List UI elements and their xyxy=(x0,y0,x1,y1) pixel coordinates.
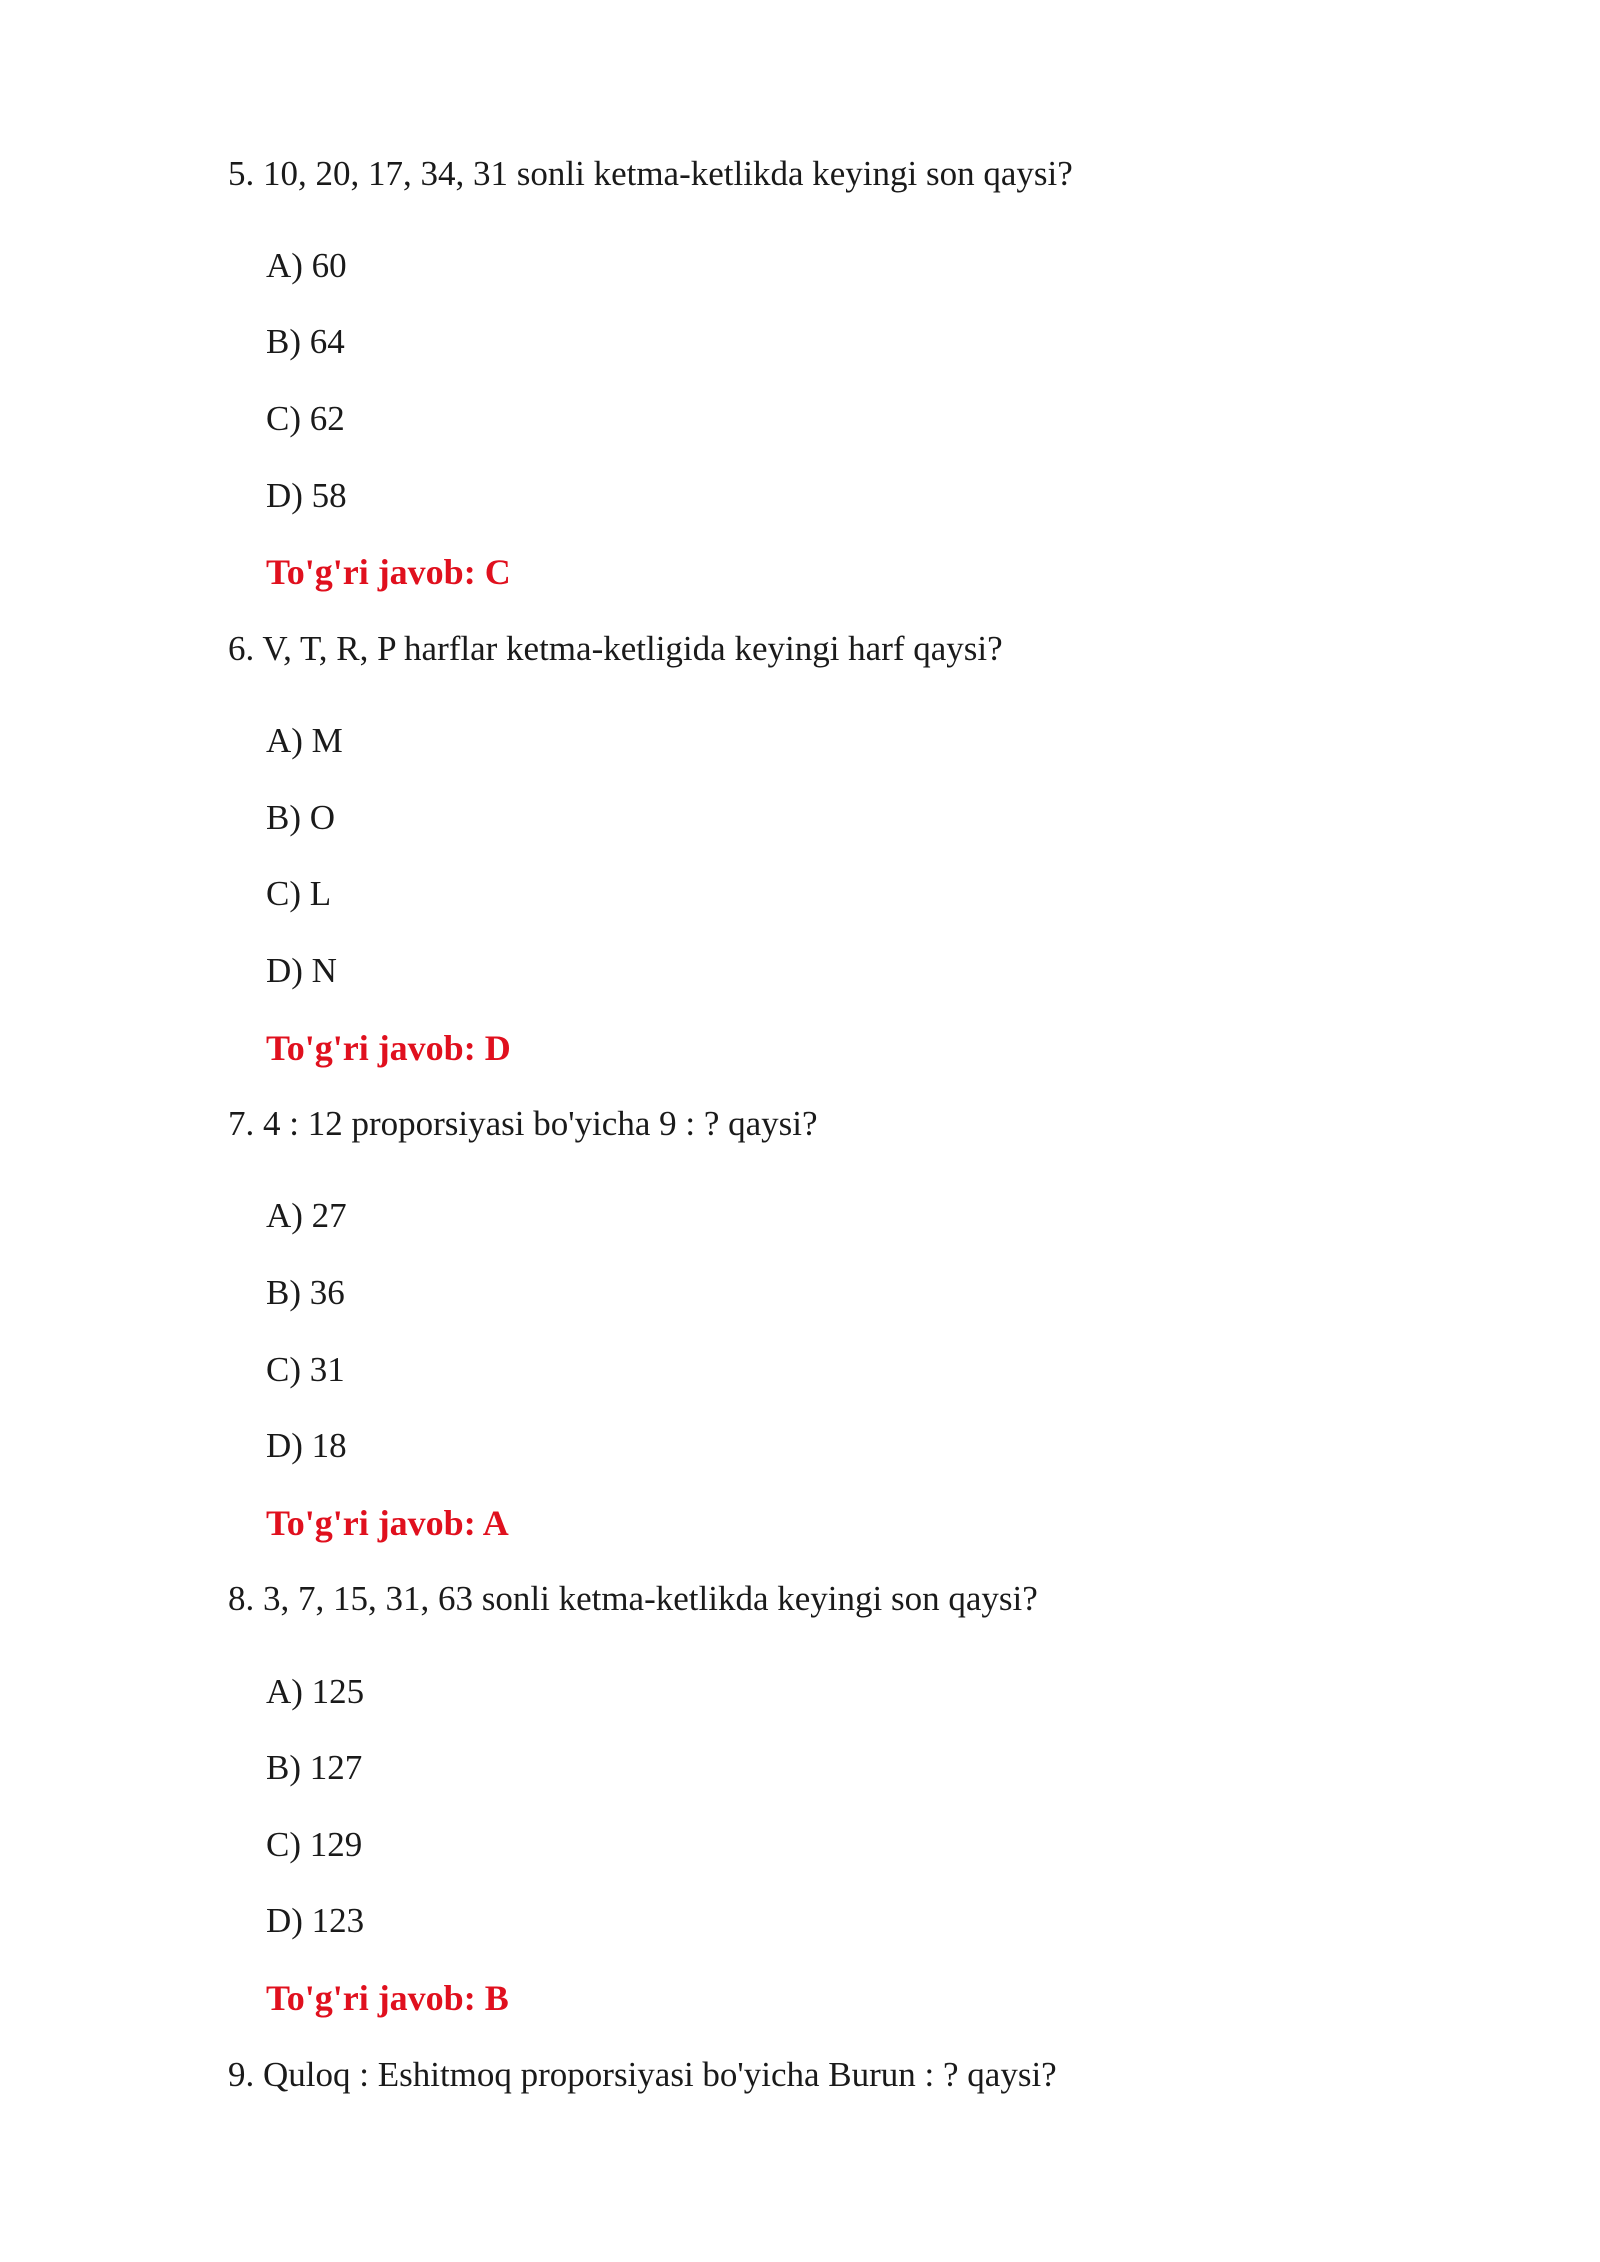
option-c: C) L xyxy=(266,874,332,913)
option-b: B) O xyxy=(266,798,336,837)
question-text: 6. V, T, R, P harflar ketma-ketligida keyingi harf qaysi? xyxy=(228,629,1003,668)
option-c: C) 31 xyxy=(266,1350,345,1389)
option-c: C) 129 xyxy=(266,1825,363,1864)
correct-answer: To'g'ri javob: B xyxy=(266,1978,509,2018)
option-d: D) 123 xyxy=(266,1901,365,1940)
question-text: 8. 3, 7, 15, 31, 63 sonli ketma-ketlikda keyingi son qaysi? xyxy=(228,1579,1038,1618)
question-text: 5. 10, 20, 17, 34, 31 sonli ketma-ketlikda keyingi son qaysi? xyxy=(228,154,1073,193)
option-d: D) N xyxy=(266,951,337,990)
option-b: B) 36 xyxy=(266,1273,345,1312)
option-d: D) 58 xyxy=(266,476,347,515)
question-text: 9. Quloq : Eshitmoq proporsiyasi bo'yicha Burun : ? qaysi? xyxy=(228,2055,1057,2094)
option-a: A) 125 xyxy=(266,1672,365,1711)
option-c: C) 62 xyxy=(266,399,345,438)
correct-answer: To'g'ri javob: C xyxy=(266,552,511,592)
option-a: A) M xyxy=(266,721,343,760)
correct-answer: To'g'ri javob: D xyxy=(266,1028,511,1068)
option-a: A) 60 xyxy=(266,246,347,285)
question-text: 7. 4 : 12 proporsiyasi bo'yicha 9 : ? qaysi? xyxy=(228,1104,818,1143)
correct-answer: To'g'ri javob: A xyxy=(266,1503,509,1543)
option-a: A) 27 xyxy=(266,1196,347,1235)
option-d: D) 18 xyxy=(266,1426,347,1465)
option-b: B) 127 xyxy=(266,1748,363,1787)
option-b: B) 64 xyxy=(266,322,345,361)
